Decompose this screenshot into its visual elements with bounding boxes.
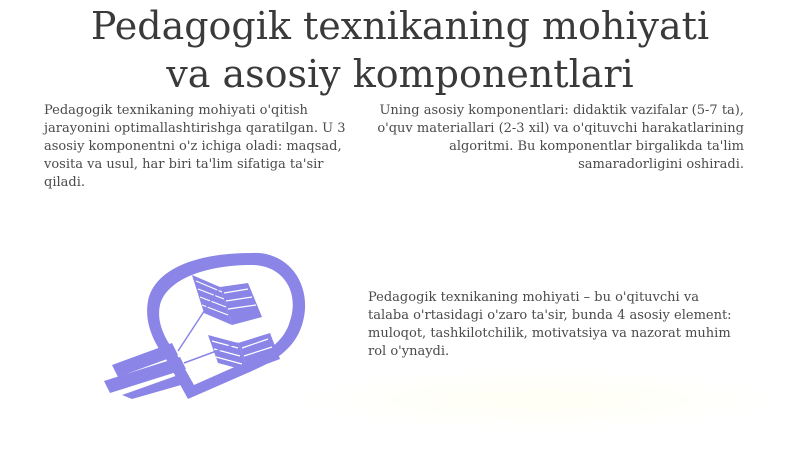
page-title bbox=[0, 2, 800, 98]
paragraph-bottom: Pedagogik texnikaning mohiyati – bu o'qituvchi va talaba o'rtasidagi o'zaro ta'sir, bunda 4 asosiy element: muloqot, tashkilotchilik, motivatsiya va nazorat muhim rol o'ynaydi. bbox=[368, 290, 732, 359]
paragraph-right: Uning asosiy komponentlari: didaktik vazifalar (5-7 ta), o'quv materiallari (2-3 xil) va o'qituvchi harakatlarining algoritmi. Bu komponentlar birgalikda ta'lim samaradorligini oshiradi. bbox=[377, 103, 744, 172]
lightbulb-book-icon bbox=[92, 247, 312, 399]
background-glow bbox=[300, 370, 780, 430]
title-line-2: va asosiy komponentlari bbox=[166, 52, 634, 96]
paragraph-left: Pedagogik texnikaning mohiyati o'qitish jarayonini optimallashtirishga qaratilgan. U 3 asosiy komponentni o'z ichiga oladi: maqsad, vosita va usul, har biri ta'lim sifatiga ta'sir qiladi. bbox=[44, 103, 346, 190]
title-line-1: Pedagogik texnikaning mohiyati bbox=[90, 4, 710, 48]
